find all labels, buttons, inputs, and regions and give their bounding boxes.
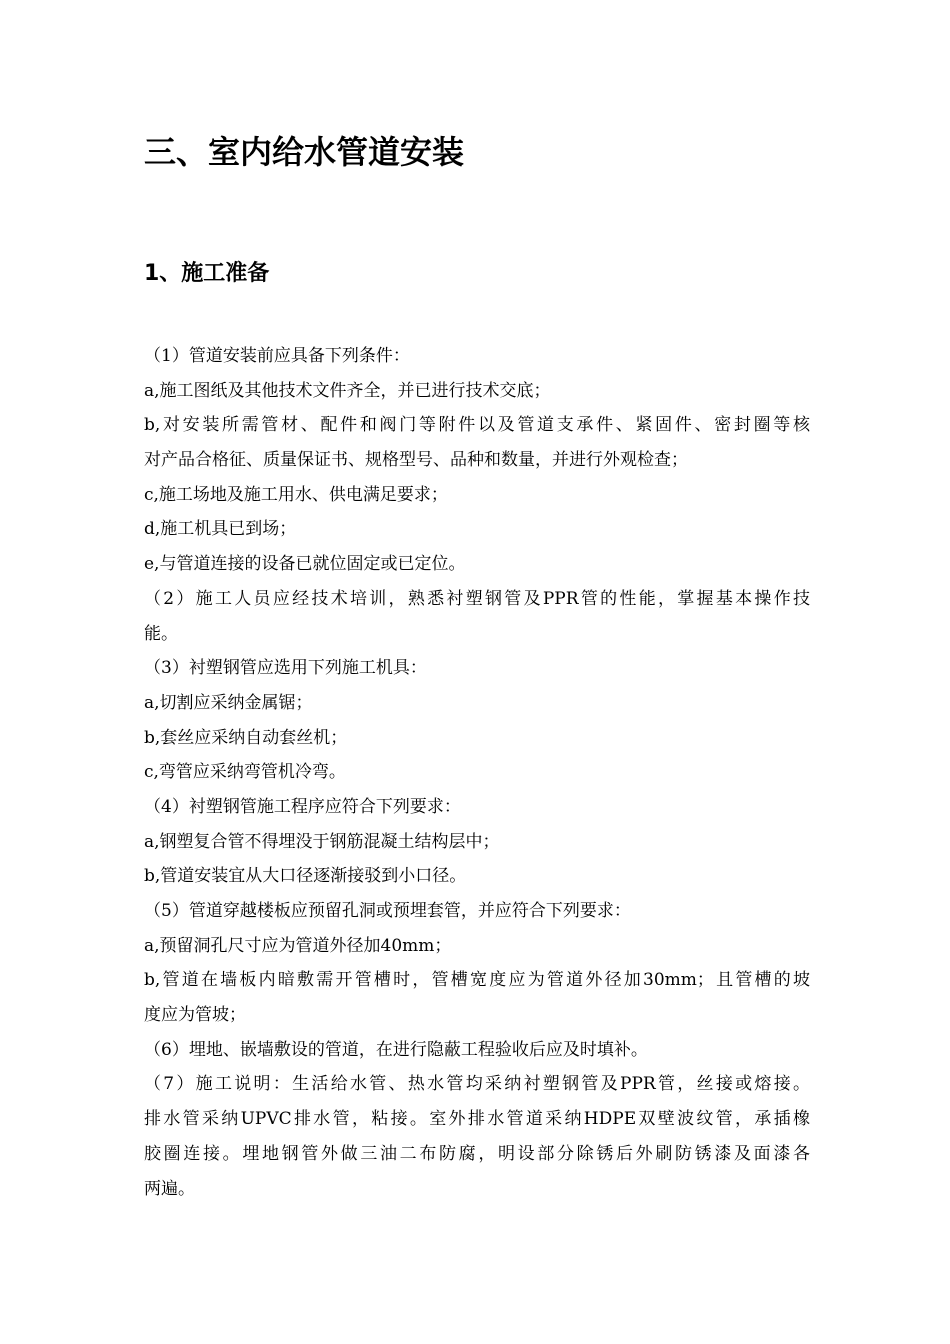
text-line: b,管道在墙板内暗敷需开管槽时，管槽宽度应为管道外径加30mm；且管槽的坡	[144, 970, 810, 991]
text-line: 能。	[144, 623, 178, 644]
text-line: （1）管道安装前应具备下列条件：	[144, 346, 410, 366]
text-line: （7）施工说明：生活给水管、热水管均采纳衬塑钢管及PPR管，丝接或熔接。	[144, 1074, 810, 1095]
text-line: b,对安装所需管材、配件和阀门等附件以及管道支承件、紧固件、密封圈等核	[144, 415, 810, 436]
text-line: b,管道安装宜从大口径逐渐接驳到小口径。	[144, 866, 467, 887]
text-line: a,钢塑复合管不得埋没于钢筋混凝土结构层中；	[144, 831, 500, 852]
text-line: （3）衬塑钢管应选用下列施工机具：	[144, 658, 427, 679]
text-line: 对产品合格征、质量保证书、规格型号、品种和数量，并进行外观检查；	[144, 450, 688, 471]
text-line: （5）管道穿越楼板应预留孔洞或预埋套管，并应符合下列要求：	[144, 901, 631, 921]
subsection-heading: 1、施工准备	[144, 261, 270, 286]
text-line: c,施工场地及施工用水、供电满足要求；	[144, 484, 448, 505]
text-line: a,切割应采纳金属锯；	[144, 692, 313, 713]
text-line: a,预留洞孔尺寸应为管道外径加40mm；	[144, 935, 452, 956]
text-line: （6）埋地、嵌墙敷设的管道，在进行隐蔽工程验收后应及时填补。	[144, 1039, 648, 1060]
text-line: （4）衬塑钢管施工程序应符合下列要求：	[144, 796, 461, 817]
text-line: c,弯管应采纳弯管机冷弯。	[144, 762, 346, 783]
text-line: （2）施工人员应经技术培训，熟悉衬塑钢管及PPR管的性能，掌握基本操作技	[144, 588, 810, 609]
text-line: 胶圈连接。埋地钢管外做三油二布防腐，明设部分除锈后外刷防锈漆及面漆各	[144, 1143, 810, 1164]
text-line: a,施工图纸及其他技术文件齐全，并已进行技术交底；	[144, 380, 551, 401]
text-line: 度应为管坡；	[144, 1005, 246, 1026]
text-line: 排水管采纳UPVC排水管，粘接。室外排水管道采纳HDPE双壁波纹管，承插橡	[144, 1109, 810, 1130]
text-line: e,与管道连接的设备已就位固定或已定位。	[144, 554, 466, 575]
text-line: b,套丝应采纳自动套丝机；	[144, 727, 348, 748]
section-heading: 三、室内给水管道安装	[144, 133, 465, 171]
body-text	[144, 339, 810, 1206]
text-line: d,施工机具已到场；	[144, 519, 297, 540]
text-line: 两遍。	[144, 1178, 195, 1199]
